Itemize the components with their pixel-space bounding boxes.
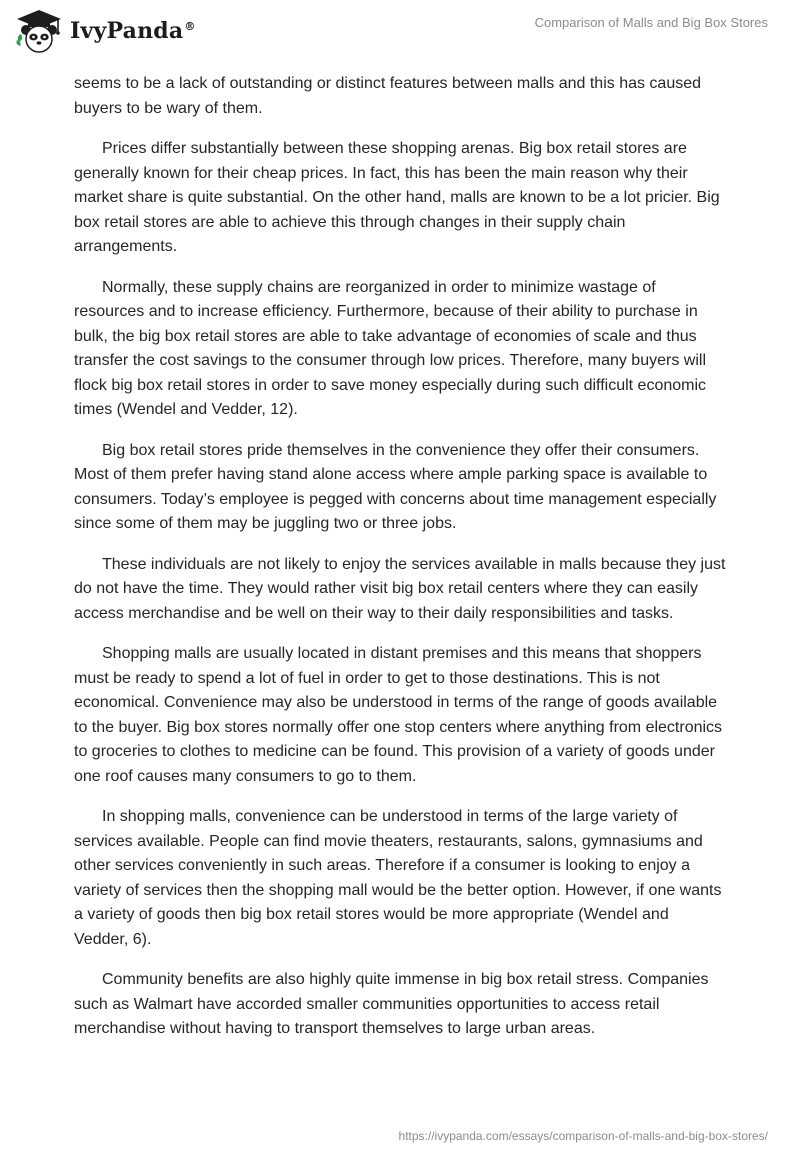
essay-body (74, 72, 726, 1058)
source-url[interactable]: https://ivypanda.com/essays/comparison-of-malls-and-big-box-stores/ (398, 1129, 768, 1143)
page-header (0, 0, 800, 64)
paragraph: In shopping malls, convenience can be understood in terms of the large variety of services available. People can find movie theaters, restaurants, salons, gymnasiums and other services conveniently in such areas. Therefore if a consumer is looking to enjoy a variety of services then the shopping mall would be the better option. However, if one wants a variety of goods then big box retail stores would be more appropriate (Wendel and Vedder, 6). (74, 808, 722, 948)
paragraph: Shopping malls are usually located in distant premises and this means that shoppers must be ready to spend a lot of fuel in order to get to those destinations. This is not economical. Convenience may also be understood in terms of the range of goods available to the buyer. Big box stores normally offer one stop centers where anything from electronics to groceries to clothes to medicine can be found. This provision of a variety of goods under one roof causes many consumers to go to them. (74, 645, 723, 785)
panda-graduate-icon (14, 6, 64, 56)
paragraph: seems to be a lack of outstanding or distinct features between malls and this has caused buyers to be wary of them. (74, 75, 702, 117)
paragraph: Normally, these supply chains are reorganized in order to minimize wastage of resources and to increase efficiency. Furthermore, because of their ability to purchase in bulk, the big box retail stores are able to take advantage of economies of scale and thus transfer the cost savings to the consumer through low prices. Therefore, many buyers will flock big box retail stores in order to save money especially during such difficult economic times (Wendel and Vedder, 12). (74, 278, 707, 418)
ivypanda-logo[interactable] (14, 6, 196, 56)
paragraph: Community benefits are also highly quite immense in big box retail stress. Companies such as Walmart have accorded smaller communities opportunities to access retail merchandise without having to transport themselves to large urban areas. (74, 971, 709, 1037)
paragraph: Prices differ substantially between these shopping arenas. Big box retail stores are generally known for their cheap prices. In fact, this has been the main reason why their market share is quite substantial. On the other hand, malls are known to be a lot pricier. Big box retail stores are able to achieve this through changes in their supply chain arrangements. (74, 140, 720, 255)
brand-name: IvyPanda® (70, 18, 196, 44)
paragraph: Big box retail stores pride themselves in the convenience they offer their consumers. Most of them prefer having stand alone access where ample parking space is available to consumers. Today’s employee is pegged with concerns about time management especially since some of them may be juggling two or three jobs. (74, 441, 717, 532)
paragraph: These individuals are not likely to enjoy the services available in malls because they just do not have the time. They would rather visit big box retail centers where they can easily access merchandise and be well on their way to their daily responsibilities and tasks. (74, 555, 726, 622)
document-title: Comparison of Malls and Big Box Stores (534, 15, 768, 30)
